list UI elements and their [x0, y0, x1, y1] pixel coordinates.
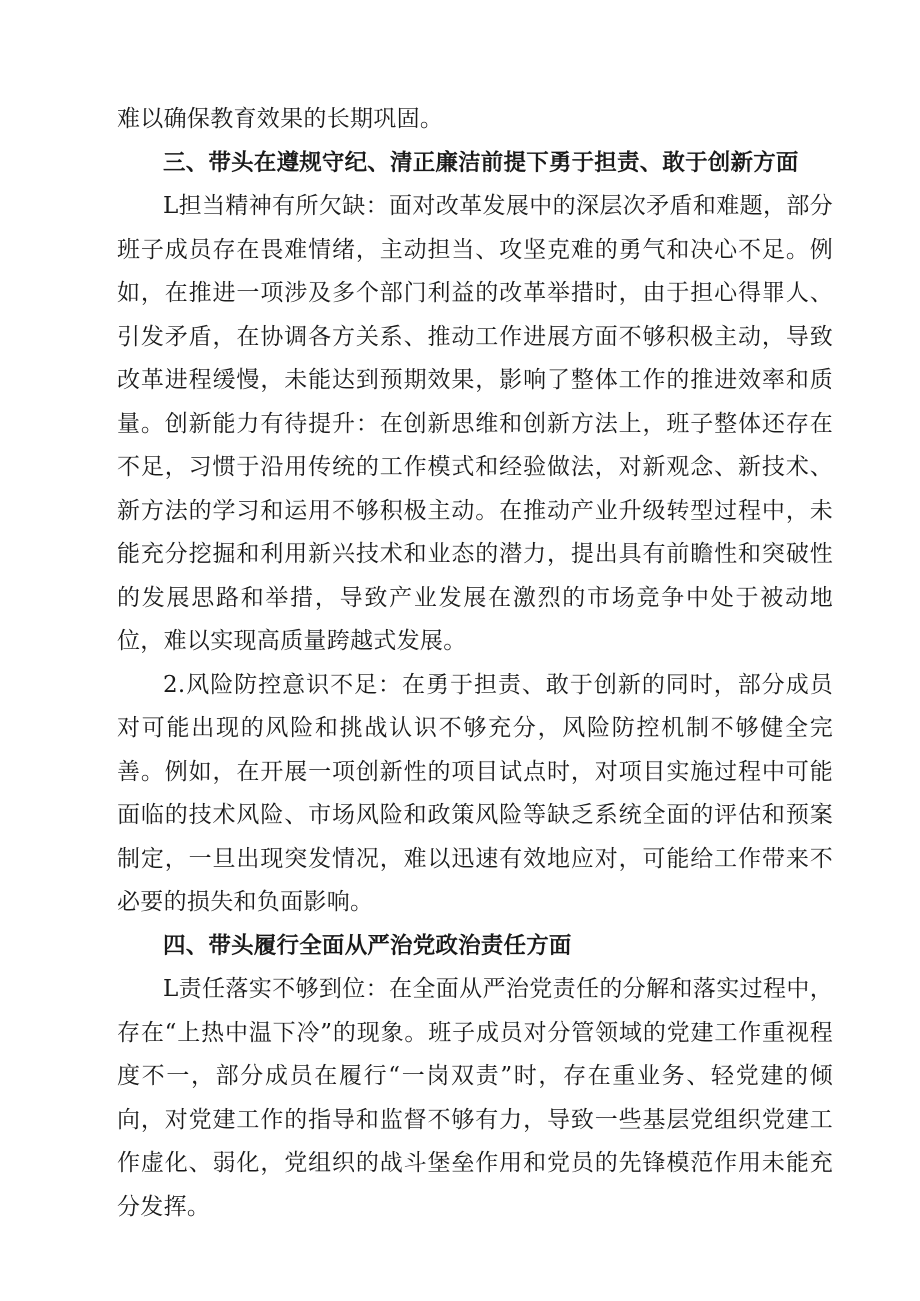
- paragraph-responsibility-innovation: L担当精神有所欠缺：面对改革发展中的深层次矛盾和难题，部分班子成员存在畏难情绪，主动担当、攻坚克难的勇气和决心不足。例如，在推进一项涉及多个部门利益的改革举措时，由于担心得罪人、引发矛盾，在协调各方关系、推动工作进展方面不够积极主动，导致改革进程缓慢，未能达到预期效果，影响了整体工作的推进效率和质量。创新能力有待提升：在创新思维和创新方法上，班子整体还存在不足，习惯于沿用传统的工作模式和经验做法，对新观念、新技术、新方法的学习和运用不够积极主动。在推动产业升级转型过程中，未能充分挖掘和利用新兴技术和业态的潜力，提出具有前瞻性和突破性的发展思路和举措，导致产业发展在激烈的市场竞争中处于被动地位，难以实现高质量跨越式发展。: [117, 193, 833, 654]
- section-heading-3: 三、带头在遵规守纪、清正廉洁前提下勇于担责、敢于创新方面: [163, 149, 799, 176]
- paragraph-continuation: 难以确保教育效果的长期巩固。: [117, 106, 444, 132]
- document-body: [117, 98, 833, 1229]
- paragraph-risk-control: 2.风险防控意识不足：在勇于担责、敢于创新的同时，部分成员对可能出现的风险和挑战认识不够充分，风险防控机制不够健全完善。例如，在开展一项创新性的项目试点时，对项目实施过程中可能面临的技术风险、市场风险和政策风险等缺乏系统全面的评估和预案制定，一旦出现突发情况，难以迅速有效地应对，可能给工作带来不必要的损失和负面影响。: [117, 671, 833, 915]
- paragraph-responsibility-implementation: L责任落实不够到位：在全面从严治党责任的分解和落实过程中，存在“上热中温下冷”的现象。班子成员对分管领域的党建工作重视程度不一，部分成员在履行“一岗双责”时，存在重业务、轻党建的倾向，对党建工作的指导和监督不够有力，导致一些基层党组织党建工作虚化、弱化，党组织的战斗堡垒作用和党员的先锋模范作用未能充分发挥。: [117, 976, 833, 1220]
- section-heading-4: 四、带头履行全面从严治党政治责任方面: [163, 932, 572, 959]
